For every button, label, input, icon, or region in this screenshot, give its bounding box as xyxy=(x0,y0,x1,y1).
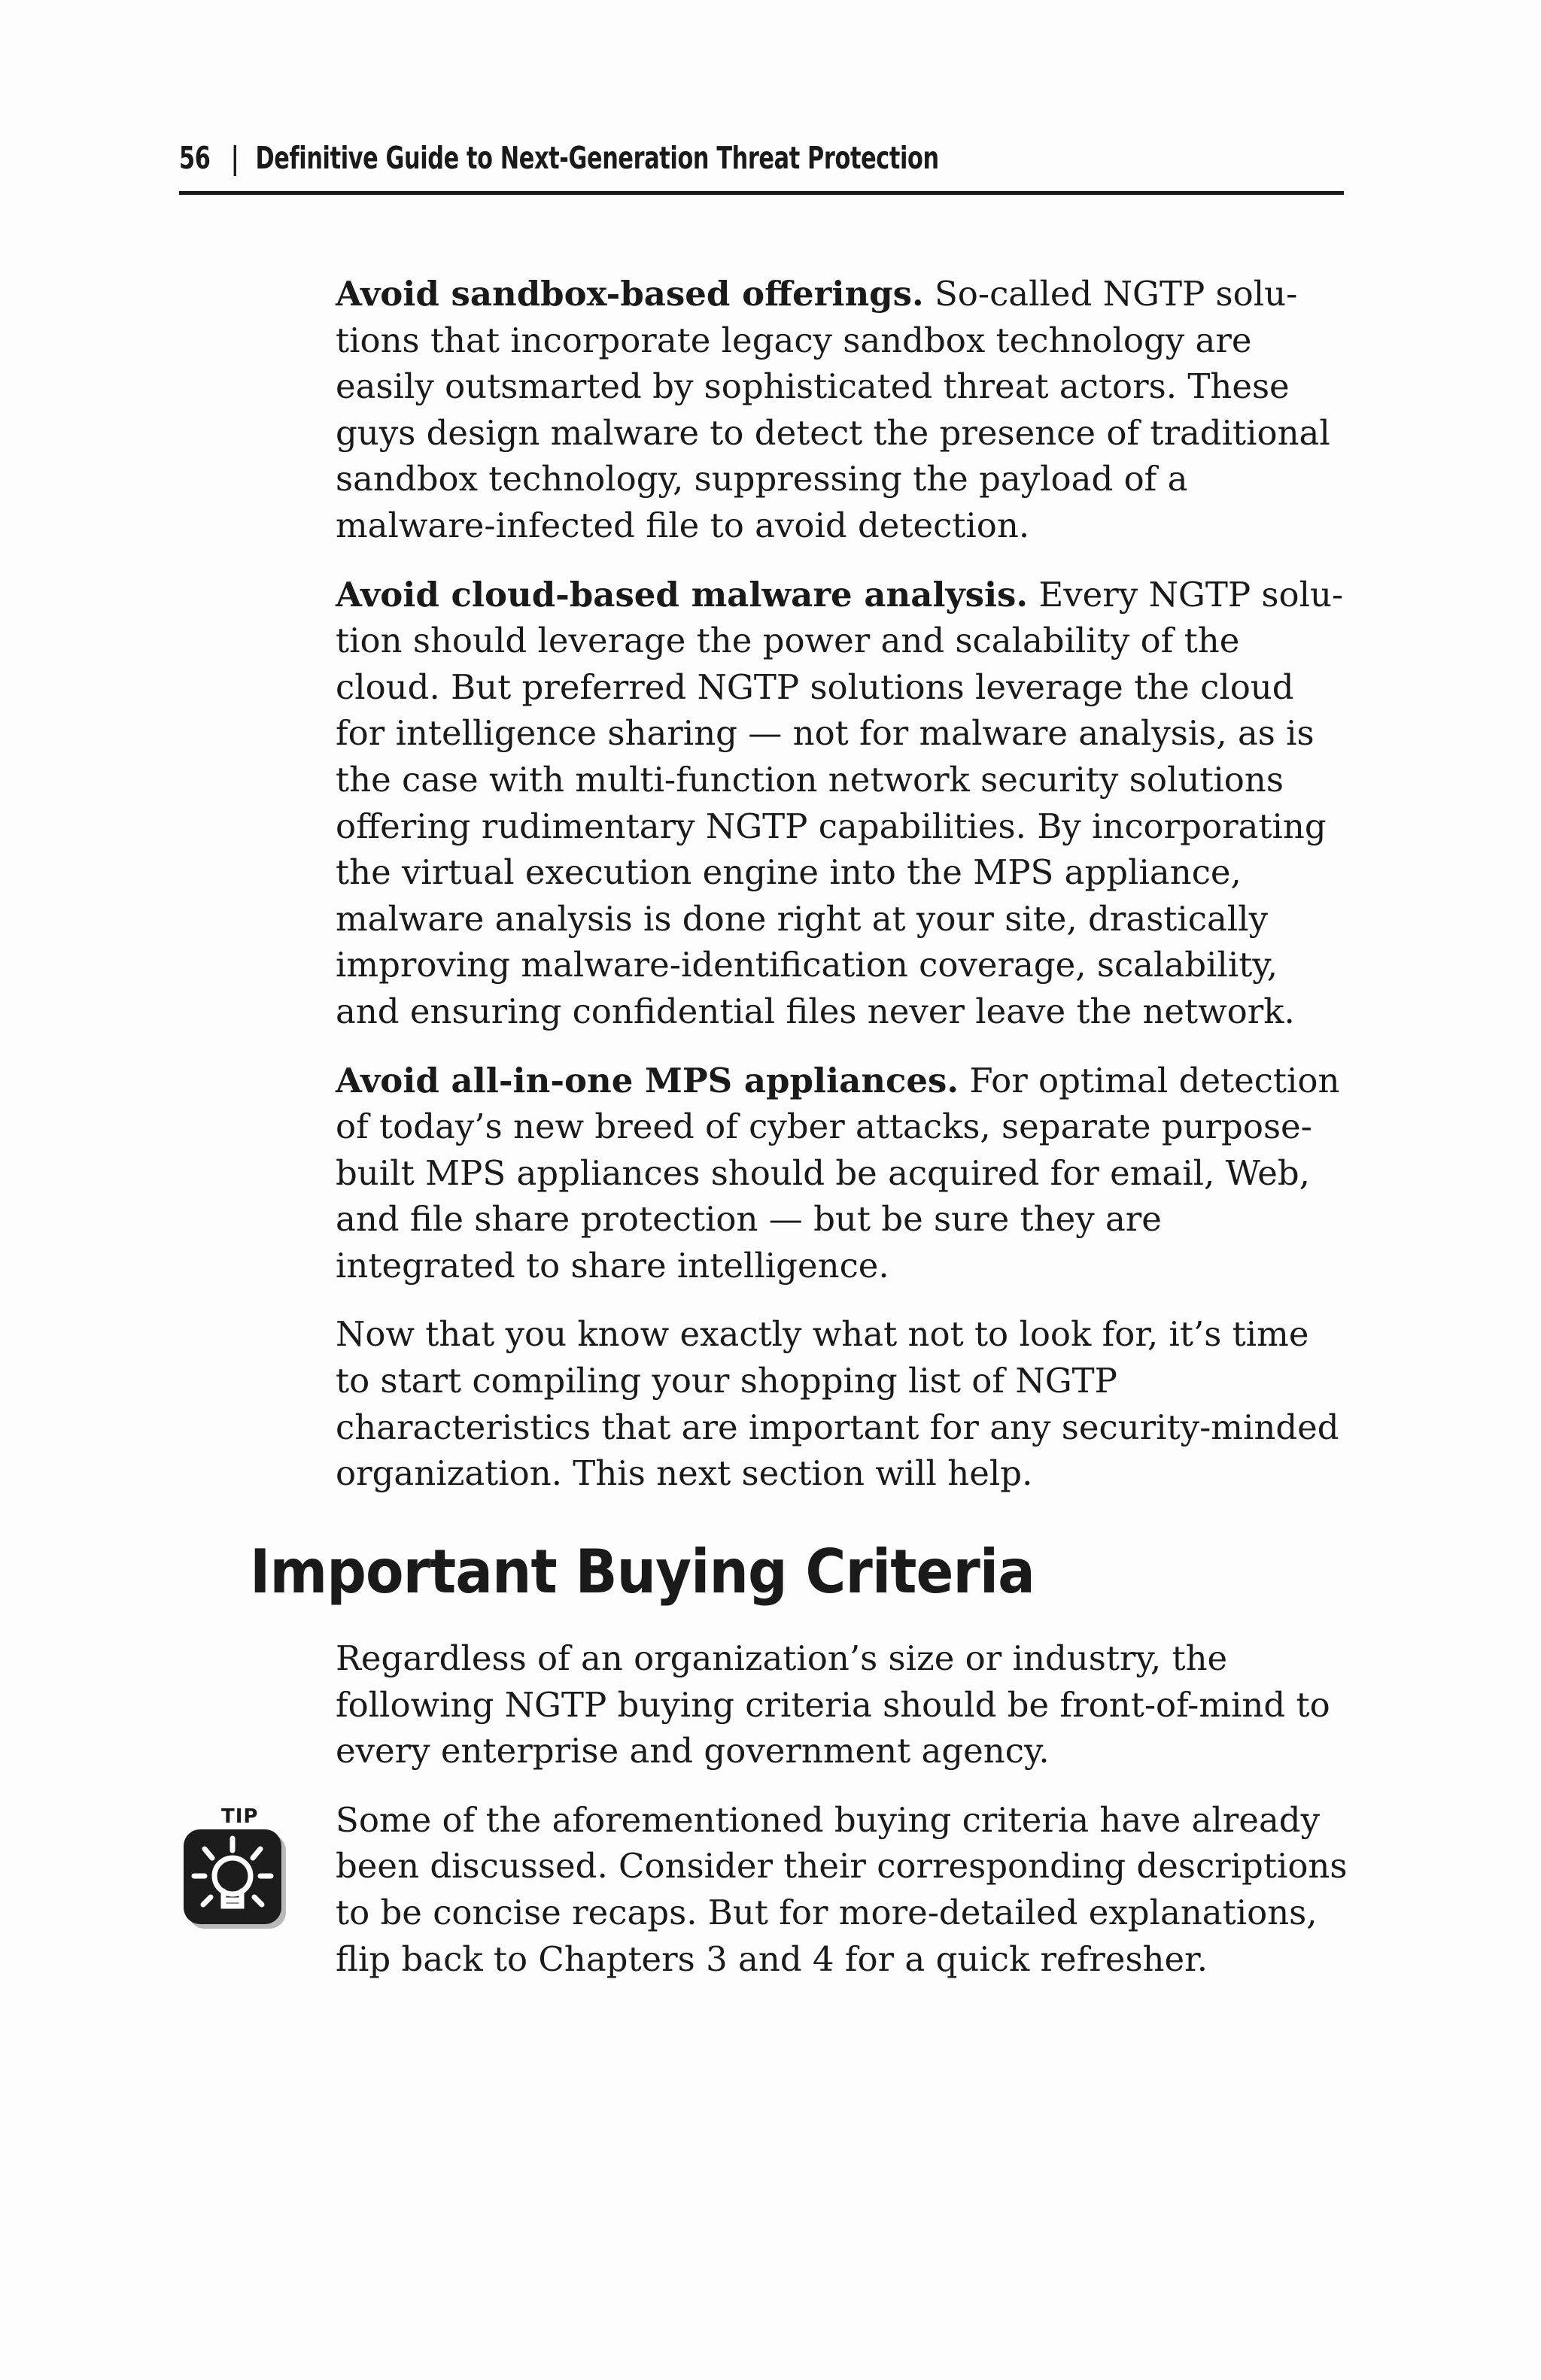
section-heading-text: Important Buying Criteria xyxy=(250,1537,1035,1607)
body-column-bottom xyxy=(336,1635,1348,2005)
running-head xyxy=(179,135,1344,195)
run-in-heading: Avoid cloud-based malware analysis. xyxy=(336,574,1029,615)
paragraph-now-that xyxy=(336,1311,1348,1496)
paragraph-text: For optimal detection of today’s new breed of cyber attacks, separate purpose-built MPS appliances should be acquired for email, Web, and file share protection — but be sure they are integrated to share intelligence. xyxy=(336,1060,1340,1286)
tip-label: TIP xyxy=(221,1805,259,1828)
tip-margin-icon xyxy=(182,1805,295,1935)
run-in-heading: Avoid all-in-one MPS appliances. xyxy=(336,1060,959,1100)
body-column-top xyxy=(336,271,1348,1519)
running-head-separator: | xyxy=(230,140,239,176)
paragraph-sandbox xyxy=(336,271,1348,549)
page-number: 56 xyxy=(179,140,211,176)
paragraph-text: Every NGTP solution should leverage the power and scalability of the cloud. But preferred NGTP solutions leverage the cloud for intelligence sharing — not for malware analysis, as is the case with multi-function network security solutions offering rudimentary NGTP capabilities. By incorporating the virtual execution engine into the MPS appliance, malware analysis is done right at your site, drastically improving malware-identification coverage, scalability, and ensuring confidential files never leave the network. xyxy=(336,574,1344,1031)
paragraph-text: Now that you know exactly what not to look for, it’s time to start compiling your shopping list of NGTP characteristics that are important for any security-minded organization. This next section will help. xyxy=(336,1314,1339,1494)
paragraph-text: So-called NGTP solutions that incorporate legacy sandbox technology are easily outsmarted by sophisticated threat actors. These guys design malware to detect the presence of traditional sandbox technology, suppressing the payload of a malware-infected file to avoid detection. xyxy=(336,274,1330,545)
section-heading xyxy=(250,1535,1103,1610)
paragraph-regardless: Regardless of an organization’s size or industry, the following NGTP buying criteria should be front-of-mind to every enterprise and government agency. xyxy=(336,1638,1330,1771)
paragraph-all-in-one xyxy=(336,1058,1348,1289)
running-head-text xyxy=(179,135,1050,181)
paragraph-cloud xyxy=(336,572,1348,1035)
lightbulb-icon xyxy=(182,1828,289,1932)
paragraph-aforementioned: Some of the aforementioned buying criteria have already been discussed. Consider their corresponding descriptions to be concise recaps. But for more-detailed explanations, flip back to Chapters 3 and 4 for a quick refresher. xyxy=(336,1799,1348,1979)
book-title: Definitive Guide to Next-Generation Threat Protection xyxy=(255,140,939,176)
run-in-heading: Avoid sandbox-based offerings. xyxy=(336,274,924,314)
